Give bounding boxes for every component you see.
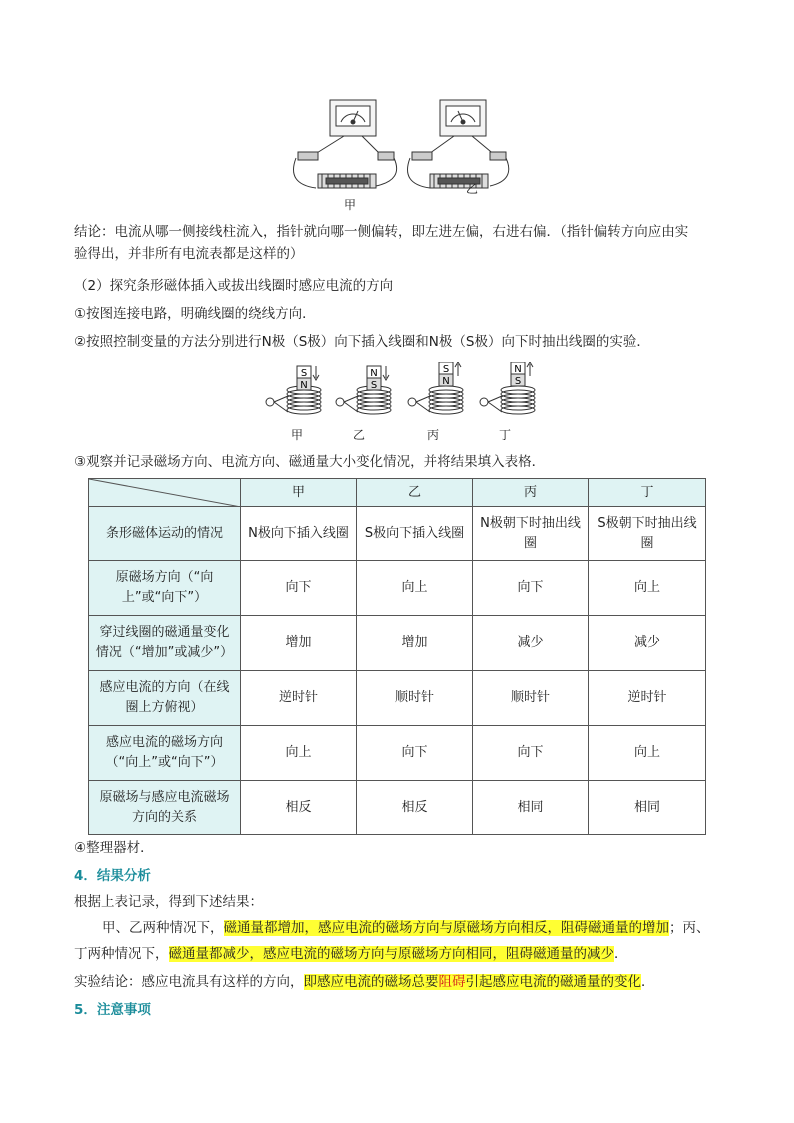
table-cell: 顺时针 [473,671,589,726]
magnet-pole-top: S [442,364,450,375]
table-corner-cell [89,479,241,507]
table-cell: 向下 [473,726,589,781]
conclusion-highlight: 即感应电流的磁场总要 [303,974,439,990]
conclusion-line-1: 结论：电流从哪一侧接线柱流入，指针就向哪一侧偏转，即左进左偏，右进右偏．（指针偏转方向应由实 [74,224,689,240]
section-5-title: 5．注意事项 [74,1002,151,1018]
coil-magnet-icon [408,362,463,414]
analysis-text: ；丙、 [669,920,710,936]
step-3: ③观察并记录磁场方向、电流方向、磁通量大小变化情况，并将结果填入表格． [74,454,546,470]
table-cell: 顺时针 [357,671,473,726]
table-header-row [89,479,706,507]
coil-magnet-icon [336,366,391,414]
row-header: 感应电流的方向（在线圈上方俯视） [89,671,241,726]
table-row [89,781,706,835]
table-cell: 相反 [241,781,357,835]
magnet-pole-bottom: N [300,380,308,391]
row-header: 感应电流的磁场方向（“向上”或“向下”） [89,726,241,781]
analysis-highlight: 磁通量都增加，感应电流的磁场方向与原磁场方向相反，阻碍磁通量的增加 [223,920,669,936]
coil-label-2: 乙 [353,428,366,442]
magnet-pole-top: S [300,368,308,379]
row-header: 穿过线圈的磁通量变化情况（“增加”或减少”） [89,616,241,671]
table-cell: 逆时针 [241,671,357,726]
analysis-text: 甲、乙两种情况下， [102,920,224,936]
table-cell: 增加 [357,616,473,671]
section-2-title: （2）探究条形磁体插入或拔出线圈时感应电流的方向 [74,278,394,294]
table-row [89,507,706,561]
figure-galvanometer [286,94,526,212]
table-cell: 向上 [357,561,473,616]
conclusion-highlight-red: 阻碍 [438,974,466,990]
experiment-table [88,478,706,835]
column-header: 丁 [589,479,706,507]
table-cell: N极朝下时抽出线圈 [473,507,589,561]
magnet-pole-bottom: N [442,376,450,387]
figure-coils [258,362,538,444]
galvanometer-left-icon [294,100,397,188]
analysis-highlight: 磁通量都减少，感应电流的磁场方向与原磁场方向相同，阻碍磁通量的减少 [168,946,614,962]
table-cell: 向下 [241,561,357,616]
step-4: ④整理器材． [74,840,154,856]
table-cell: 逆时针 [589,671,706,726]
figure1-label-right: 乙 [466,182,479,196]
table-cell: 增加 [241,616,357,671]
analysis-line-1 [102,918,710,938]
conclusion-line-2: 验得出，并非所有电流表都是这样的） [74,246,304,262]
table-cell: 相反 [357,781,473,835]
experiment-conclusion [74,972,655,992]
coil-magnet-icon [266,366,321,414]
column-header: 乙 [357,479,473,507]
table-cell: 向下 [357,726,473,781]
coil-label-4: 丁 [499,428,512,442]
table-row [89,561,706,616]
section-4-title: 4．结果分析 [74,868,151,884]
magnet-pole-bottom: S [370,380,378,391]
row-header: 原磁场方向（“向上”或“向下”） [89,561,241,616]
row-header: 原磁场与感应电流磁场方向的关系 [89,781,241,835]
row-header: 条形磁体运动的情况 [89,507,241,561]
coil-label-3: 丙 [427,428,440,442]
coil-magnet-icon [480,362,535,414]
table-cell: 向下 [473,561,589,616]
table-row [89,671,706,726]
table-cell: 相同 [589,781,706,835]
table-cell: 向上 [241,726,357,781]
galvanometer-diagram [286,94,526,198]
table-row [89,726,706,781]
table-cell: 向上 [589,561,706,616]
table-row [89,616,706,671]
analysis-intro: 根据上表记录，得到下述结果： [74,894,263,910]
analysis-line-2 [74,944,628,964]
step-2: ②按照控制变量的方法分别进行N极（S极）向下插入线圈和N极（S极）向下时抽出线圈的实验． [74,334,650,350]
table-cell: 减少 [473,616,589,671]
figure1-label-left: 甲 [344,198,357,212]
column-header: 丙 [473,479,589,507]
magnet-pole-top: N [370,368,378,379]
table-cell: S极向下插入线圈 [357,507,473,561]
table-cell: 向上 [589,726,706,781]
table-cell: S极朝下时抽出线圈 [589,507,706,561]
coil-label-1: 甲 [291,428,304,442]
magnet-pole-bottom: S [514,376,522,387]
diagonal-line [89,479,241,507]
column-header: 甲 [241,479,357,507]
analysis-text: 丁两种情况下， [74,946,169,962]
table-cell: 相同 [473,781,589,835]
conclusion-prefix: 实验结论：感应电流具有这样的方向， [74,974,304,990]
analysis-text: ． [614,946,628,962]
table-cell: N极向下插入线圈 [241,507,357,561]
conclusion-suffix: ． [641,974,655,990]
table-cell: 减少 [589,616,706,671]
galvanometer-right-icon [408,100,509,188]
magnet-pole-top: N [514,364,522,375]
conclusion-highlight: 引起感应电流的磁通量的变化 [465,974,641,990]
coil-diagram [258,362,538,424]
step-1: ①按图连接电路，明确线圈的绕线方向． [74,306,316,322]
